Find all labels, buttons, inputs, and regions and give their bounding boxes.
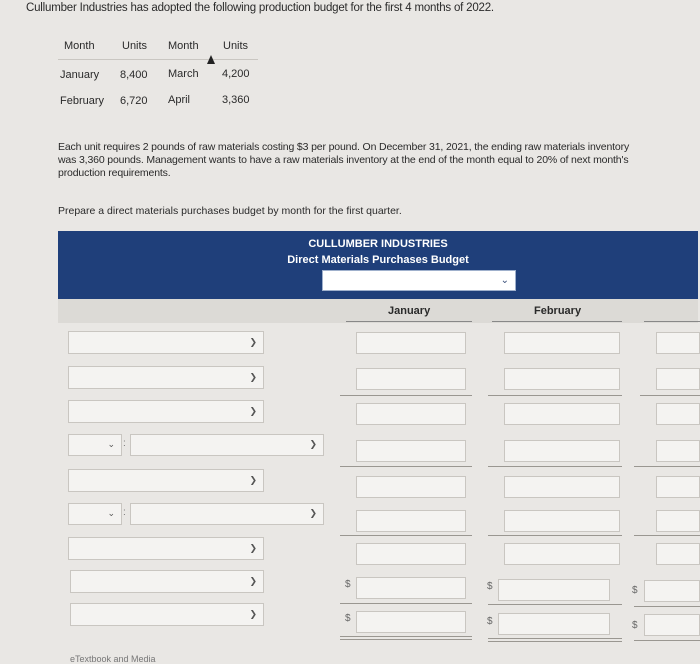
row-1-label-select[interactable] — [68, 331, 264, 354]
row-5-january-input[interactable] — [356, 476, 466, 498]
header-month-1: Month — [64, 40, 95, 52]
row1-month-2: March — [168, 68, 199, 80]
row-8-march-input[interactable] — [644, 580, 700, 602]
problem-intro: Cullumber Industries has adopted the following production budget for the first 4 months of 2022. — [26, 2, 494, 14]
row-9-february-double-underline — [488, 638, 622, 639]
chevron-down-icon: ❯ — [249, 336, 257, 347]
row-4-colon: : — [123, 438, 126, 449]
chevron-down-icon: ❯ — [309, 438, 317, 449]
row1-units-2: 4,200 — [222, 68, 250, 80]
row-9-january-double-underline — [340, 636, 472, 637]
row-3-march-input[interactable] — [656, 403, 700, 425]
column-header-february: February — [534, 305, 582, 317]
row-2-january-underline — [340, 395, 472, 396]
row2-units-2: 3,360 — [222, 94, 250, 106]
row-3-february-input[interactable] — [504, 403, 620, 425]
row-6-march-underline — [634, 535, 700, 536]
row-2-january-input[interactable] — [356, 368, 466, 390]
row-9-january-dollar: $ — [345, 613, 351, 624]
chevron-down-icon: ❯ — [249, 371, 257, 382]
chevron-down-icon: ❯ — [249, 542, 257, 553]
row-2-february-underline — [488, 395, 622, 396]
row-5-label-select[interactable] — [68, 469, 264, 492]
column-header-january: January — [388, 305, 431, 317]
chevron-down-icon: ⌄ — [107, 507, 115, 518]
row-9-label-select[interactable] — [70, 603, 264, 626]
row-9-february-double-underline-2 — [488, 641, 622, 642]
row-4-january-input[interactable] — [356, 440, 466, 462]
row-4-label-select[interactable] — [130, 434, 324, 456]
budget-header — [58, 231, 698, 299]
row-3-january-input[interactable] — [356, 403, 466, 425]
chevron-down-icon: ❯ — [249, 575, 257, 586]
row-8-february-underline — [488, 604, 622, 605]
budget-title: Direct Materials Purchases Budget — [287, 254, 469, 266]
row-8-february-dollar: $ — [487, 581, 493, 592]
row1-month-1: January — [60, 69, 100, 81]
row-5-march-input[interactable] — [656, 476, 700, 498]
row-1-february-input[interactable] — [504, 332, 620, 354]
problem-paragraph: Each unit requires 2 pounds of raw materials costing $3 per pound. On December 31, 2021, the ending raw materials inventory was 3,360 pounds. Management wants to have a raw materials inventory at the end of the month equal to 20% of next month's production requirements. — [58, 141, 630, 179]
company-name: CULLUMBER INDUSTRIES — [308, 238, 448, 250]
row-1-march-input[interactable] — [656, 332, 700, 354]
row-2-label-select[interactable] — [68, 366, 264, 389]
row-4-march-input[interactable] — [656, 440, 700, 462]
row2-month-2: April — [168, 94, 191, 106]
row-2-march-underline — [640, 395, 700, 396]
row-8-january-underline — [340, 603, 472, 604]
column-header-january-underline — [346, 321, 472, 322]
header-month-2: Month — [168, 40, 199, 52]
row-2-february-input[interactable] — [504, 368, 620, 390]
row-7-february-input[interactable] — [504, 543, 620, 565]
production-budget-table — [50, 34, 270, 114]
row-9-march-dollar: $ — [632, 620, 638, 631]
row-4-march-underline — [634, 466, 700, 467]
problem-instruction: Prepare a direct materials purchases budget by month for the first quarter. — [58, 205, 402, 217]
mouse-cursor-icon — [207, 55, 215, 64]
row-9-january-double-underline-2 — [340, 639, 472, 640]
row-7-label-select[interactable] — [68, 537, 264, 560]
row1-units-1: 8,400 — [120, 69, 148, 81]
row-1-january-input[interactable] — [356, 332, 466, 354]
row-6-operator-select[interactable] — [68, 503, 122, 525]
row-6-january-underline — [340, 535, 472, 536]
row-9-january-input[interactable] — [356, 611, 466, 633]
row-4-february-input[interactable] — [504, 440, 620, 462]
chevron-down-icon: ❯ — [249, 405, 257, 416]
row-5-february-input[interactable] — [504, 476, 620, 498]
row-8-march-underline — [634, 606, 700, 607]
row-6-february-input[interactable] — [504, 510, 620, 532]
chevron-down-icon: ❯ — [309, 507, 317, 518]
row-7-march-input[interactable] — [656, 543, 700, 565]
row2-month-1: February — [60, 95, 105, 107]
row-8-label-select[interactable] — [70, 570, 264, 593]
row-4-february-underline — [488, 466, 622, 467]
row-8-january-dollar: $ — [345, 579, 351, 590]
row-2-march-input[interactable] — [656, 368, 700, 390]
header-units-2: Units — [223, 40, 249, 52]
row-8-february-input[interactable] — [498, 579, 610, 601]
period-dropdown[interactable] — [322, 270, 516, 291]
row-9-february-input[interactable] — [498, 613, 610, 635]
chevron-down-icon: ❯ — [249, 608, 257, 619]
row-8-march-dollar: $ — [632, 585, 638, 596]
row-6-colon: : — [123, 507, 126, 518]
row-4-operator-select[interactable] — [68, 434, 122, 456]
column-header-band — [58, 299, 698, 323]
row-9-march-double-underline — [634, 640, 700, 641]
row-9-february-dollar: $ — [487, 616, 493, 627]
header-units-1: Units — [122, 40, 148, 52]
etextbook-link[interactable]: eTextbook and Media — [70, 654, 156, 664]
table-header-divider — [58, 59, 258, 60]
column-header-march-underline — [644, 321, 700, 322]
row-6-march-input[interactable] — [656, 510, 700, 532]
row-4-january-underline — [340, 466, 472, 467]
row-6-january-input[interactable] — [356, 510, 466, 532]
row-9-march-input[interactable] — [644, 614, 700, 636]
row-8-january-input[interactable] — [356, 577, 466, 599]
chevron-down-icon: ⌄ — [107, 438, 115, 449]
row-6-february-underline — [488, 535, 622, 536]
row-3-label-select[interactable] — [68, 400, 264, 423]
row2-units-1: 6,720 — [120, 95, 148, 107]
chevron-down-icon: ⌄ — [500, 275, 509, 286]
chevron-down-icon: ❯ — [249, 474, 257, 485]
column-header-february-underline — [492, 321, 622, 322]
row-7-january-input[interactable] — [356, 543, 466, 565]
row-6-label-select[interactable] — [130, 503, 324, 525]
